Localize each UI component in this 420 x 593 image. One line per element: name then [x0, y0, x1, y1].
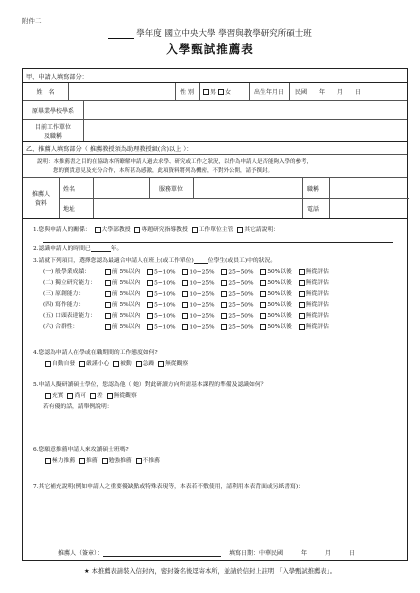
q4-option-label: 被動: [120, 361, 132, 367]
rating-option-label: 5~10%: [154, 302, 176, 308]
rating-checkbox[interactable]: [147, 269, 153, 275]
rating-option-label: 5~10%: [154, 313, 176, 319]
rating-checkbox[interactable]: [105, 291, 111, 297]
q5-example-prompt: 若有優的話，請舉例說明：: [43, 404, 113, 410]
q2-label: 2.認識申請人的時間已: [33, 246, 91, 252]
signature-row: [58, 548, 355, 557]
rating-checkbox[interactable]: [182, 280, 188, 286]
q4-option-label: 無從觀察: [165, 361, 189, 367]
rating-checkbox[interactable]: [147, 313, 153, 319]
rating-option-label: 5~10%: [154, 269, 176, 275]
divider: [23, 154, 407, 155]
q2-years-field[interactable]: [91, 246, 111, 252]
rating-option-label: 10~25%: [189, 269, 215, 275]
q3-label: 3.請就下列項目，選擇您認為最適合申請人在班上(或工作單位): [33, 258, 194, 264]
rating-option-label: 5~10%: [154, 291, 176, 297]
rating-checkbox[interactable]: [105, 313, 111, 319]
part-b-desc-line1: 說明：本推薦書之目的在協助本所瞭解申請人過去求學、研究或工作之狀況，以作為申請人是否能夠入學的參考，: [37, 159, 313, 165]
q4-checkbox[interactable]: [136, 361, 142, 367]
rating-checkbox[interactable]: [182, 313, 188, 319]
q7-comments: 7.其它補充說明(例如申請人之重要優缺點或特殊表現等，本表若不敷使用，請利用本表背面或另紙書寫)：: [33, 484, 304, 490]
rating-checkbox[interactable]: [299, 302, 305, 308]
rec-title-label: 職稱: [307, 185, 320, 193]
academic-year-blank[interactable]: [108, 31, 134, 39]
q1-option-checkbox[interactable]: [134, 227, 140, 233]
divider: [289, 83, 290, 100]
rating-option-label: 10~25%: [189, 313, 215, 319]
recommender-info-label: [23, 178, 59, 218]
rating-option-label: 無從評估: [305, 302, 329, 308]
q1-option-checkbox[interactable]: [237, 227, 243, 233]
q6-option-label: 推薦: [86, 458, 98, 464]
rating-checkbox[interactable]: [105, 280, 111, 286]
applicant-name-field[interactable]: [69, 83, 175, 100]
rating-option-label: 前 5%以內: [111, 291, 141, 297]
rating-option-label: 50%以後: [267, 280, 292, 286]
rating-checkbox[interactable]: [182, 291, 188, 297]
q1-option-label: 工作單位主管: [198, 227, 234, 233]
rec-name-field[interactable]: [94, 178, 149, 198]
part-b-heading: 乙、推薦人填寫部分（ 推薦教授須為助理教授級(含)以上 ）：: [26, 146, 193, 153]
q4-checkbox[interactable]: [158, 361, 164, 367]
rating-item-label: (二) 獨立研究能力：: [43, 280, 96, 286]
q7-comments-area[interactable]: [33, 491, 403, 541]
rec-unit-label: 服務單位: [158, 185, 183, 193]
divider: [23, 218, 407, 219]
rating-checkbox[interactable]: [260, 280, 266, 286]
rating-checkbox[interactable]: [147, 280, 153, 286]
rec-name-label: 姓名: [63, 185, 76, 193]
male-label: 男: [210, 89, 217, 96]
q6-recommend: 6.您願意推薦申請人來攻讀碩士班嗎?: [33, 447, 129, 453]
rating-option-label: 無從評估: [305, 269, 329, 275]
q6-options: [43, 455, 160, 464]
rating-checkbox[interactable]: [105, 302, 111, 308]
q6-option-label: 不推薦: [142, 458, 160, 464]
rating-checkbox[interactable]: [221, 269, 227, 275]
rating-item-label: (六) 合群性：: [43, 324, 79, 330]
q1-option-label: 其它請說明：: [244, 227, 280, 233]
rec-phone-label: 電話: [307, 206, 320, 213]
q5-checkbox[interactable]: [45, 393, 51, 399]
rating-item-label: (三) 原創能力：: [43, 291, 85, 297]
rating-row: [43, 277, 332, 286]
q1-option-label: 專題研究指導教授: [141, 227, 188, 233]
female-checkbox[interactable]: [218, 89, 224, 95]
form-frame: [22, 68, 408, 561]
rating-checkbox[interactable]: [299, 269, 305, 275]
rating-checkbox[interactable]: [221, 280, 227, 286]
rating-option-label: 50%以後: [267, 313, 292, 319]
rating-checkbox[interactable]: [299, 313, 305, 319]
rec-label-line1: 推薦人: [31, 191, 50, 198]
rating-checkbox[interactable]: [147, 291, 153, 297]
rating-checkbox[interactable]: [221, 302, 227, 308]
rating-checkbox[interactable]: [105, 324, 111, 330]
signature-label: 推薦人（簽章）：: [58, 550, 104, 557]
birth-field[interactable]: 民國 年 月 日: [295, 89, 362, 96]
rating-checkbox[interactable]: [147, 324, 153, 330]
q4-option-label: 自動自發: [52, 361, 76, 367]
rating-row: [43, 266, 332, 275]
q5-option-label: 無從觀察: [113, 393, 137, 399]
rating-checkbox[interactable]: [260, 302, 266, 308]
q5-option-label: 尚可: [74, 393, 87, 399]
q6-option-label: 勉強推薦: [108, 458, 132, 464]
form-subtitle: [0, 27, 420, 39]
male-checkbox[interactable]: [203, 89, 209, 95]
q5-checkbox[interactable]: [90, 393, 96, 399]
part-b-desc-line2: 您的寶貴意見及充分合作，本所甚為感激，此項資料將列為機密，不對外公開，請予撰封。: [53, 168, 274, 174]
rating-item-label: (一) 般學業成績：: [43, 269, 90, 275]
rating-option-label: 前 5%以內: [111, 324, 141, 330]
q4-checkbox[interactable]: [113, 361, 119, 367]
rating-option-label: 50%以後: [267, 269, 292, 275]
rating-row: [43, 288, 332, 297]
q1-option-checkbox[interactable]: [95, 227, 101, 233]
q1-label: 1.您與申請人的關係：: [33, 227, 91, 233]
rating-checkbox[interactable]: [105, 269, 111, 275]
q3-count-field[interactable]: [194, 258, 208, 264]
rating-option-label: 50%以後: [267, 302, 292, 308]
rating-option-label: 10~25%: [189, 324, 215, 330]
gender-options: [201, 83, 253, 100]
rating-option-label: 無從評估: [305, 313, 329, 319]
rating-checkbox[interactable]: [221, 313, 227, 319]
rating-row: [43, 321, 332, 330]
work-label-line1: 目前工作單位: [34, 123, 71, 131]
rating-option-label: 10~25%: [189, 280, 215, 286]
rating-option-label: 5~10%: [154, 280, 176, 286]
rating-option-label: 前 5%以內: [111, 302, 141, 308]
q4-work-attitude: 4.您認為申請人在學或在職期間的工作態度如何?: [33, 350, 158, 356]
rating-checkbox[interactable]: [260, 313, 266, 319]
q6-checkbox[interactable]: [102, 458, 108, 464]
signature-line[interactable]: [103, 551, 221, 557]
rec-unit-field[interactable]: [194, 178, 302, 198]
rating-option-label: 50%以後: [267, 324, 292, 330]
work-field[interactable]: [84, 120, 404, 141]
birth-label: 出生年月日: [253, 89, 284, 96]
rating-checkbox[interactable]: [299, 324, 305, 330]
q2-suffix: 年。: [110, 246, 123, 252]
q2-known-time: [33, 243, 122, 252]
rating-option-label: 無從評估: [305, 324, 329, 330]
rating-item-label: (五) 口頭表達能力：: [43, 313, 96, 319]
rating-option-label: 前 5%以內: [111, 269, 141, 275]
rating-checkbox[interactable]: [260, 291, 266, 297]
rating-option-label: 25~50%: [228, 269, 254, 275]
rating-item-label: (四) 寫作能力：: [43, 302, 85, 308]
q1-option-checkbox[interactable]: [192, 227, 198, 233]
q1-option-label: 大學部教授: [101, 227, 131, 233]
divider: [199, 83, 200, 100]
q5-option-label: 差: [96, 393, 103, 399]
rating-option-label: 10~25%: [189, 291, 215, 297]
rec-label-line2: 資料: [34, 200, 47, 207]
q5-option-label: 充實: [52, 393, 64, 399]
rating-option-label: 25~50%: [228, 302, 254, 308]
rating-checkbox[interactable]: [221, 324, 227, 330]
divider: [23, 141, 407, 142]
gender-label: 性 別: [180, 89, 194, 96]
q5-preparation: 5.申請人擬研讀碩士學位，您認為他（ 她）對此研讀方向所需基本課程的準備及認識如何？: [33, 382, 267, 388]
rating-checkbox[interactable]: [221, 291, 227, 297]
footer-note: ★ 本推薦表請裝入信封內，密封簽名後逕寄本所，並請於信封上註明 「入學甄試推薦表」。: [83, 568, 337, 575]
rec-addr-label: 地址: [63, 206, 76, 213]
q3-ranking: [33, 255, 276, 264]
rating-option-label: 無從評估: [305, 291, 329, 297]
q6-option-label: 極力推薦: [52, 458, 76, 464]
rating-checkbox[interactable]: [260, 324, 266, 330]
form-subtitle-text: 學年度 國立中央大學 學習與教學研究所碩士班: [136, 29, 312, 39]
rating-option-label: 25~50%: [228, 280, 254, 286]
rating-option-label: 25~50%: [228, 313, 254, 319]
rating-option-label: 10~25%: [189, 302, 215, 308]
q4-options: [43, 358, 188, 367]
q6-checkbox[interactable]: [79, 458, 85, 464]
q5-checkbox[interactable]: [107, 393, 113, 399]
rating-option-label: 50%以後: [267, 291, 292, 297]
school-field[interactable]: [84, 101, 404, 119]
rating-checkbox[interactable]: [182, 324, 188, 330]
rec-phone-field[interactable]: [330, 199, 408, 218]
q4-checkbox[interactable]: [45, 361, 51, 367]
rating-checkbox[interactable]: [299, 280, 305, 286]
work-label: [23, 120, 83, 141]
rating-option-label: 前 5%以內: [111, 313, 141, 319]
q6-checkbox[interactable]: [45, 458, 51, 464]
rating-checkbox[interactable]: [182, 269, 188, 275]
rating-checkbox[interactable]: [260, 269, 266, 275]
q5-checkbox[interactable]: [67, 393, 73, 399]
part-a-heading: 甲、申請人填寫部分：: [26, 74, 88, 81]
q1-relationship: [33, 224, 279, 233]
q5-options: [43, 390, 137, 399]
rating-checkbox[interactable]: [299, 291, 305, 297]
q3-label-tail: 位學生(或員工)中的狀況。: [207, 258, 277, 264]
q6-checkbox[interactable]: [136, 458, 142, 464]
rating-option-label: 前 5%以內: [111, 280, 141, 286]
fill-date-label: 填寫日期：中華民國 年 月 日: [228, 550, 355, 557]
rating-option-label: 無從評估: [305, 280, 329, 286]
q4-checkbox[interactable]: [79, 361, 85, 367]
q4-option-label: 急躁: [142, 361, 155, 367]
form-title: 入學甄試推薦表: [166, 42, 254, 56]
q4-option-label: 嚴謹小心: [86, 361, 110, 367]
rating-row: [43, 299, 332, 308]
rec-title-field[interactable]: [330, 178, 408, 198]
work-label-line2: 及職稱: [43, 132, 62, 140]
rating-option-label: 25~50%: [228, 324, 254, 330]
rec-addr-field[interactable]: [94, 199, 302, 218]
rating-option-label: 5~10%: [154, 324, 176, 330]
attachment-label: 附件二: [22, 17, 42, 25]
rating-option-label: 25~50%: [228, 291, 254, 297]
female-label: 女: [225, 89, 232, 96]
rating-checkbox[interactable]: [147, 302, 153, 308]
rating-checkbox[interactable]: [182, 302, 188, 308]
rating-row: [43, 310, 332, 319]
school-label: 原畢業學校學系: [31, 107, 74, 115]
applicant-name-label: 姓 名: [36, 89, 55, 96]
